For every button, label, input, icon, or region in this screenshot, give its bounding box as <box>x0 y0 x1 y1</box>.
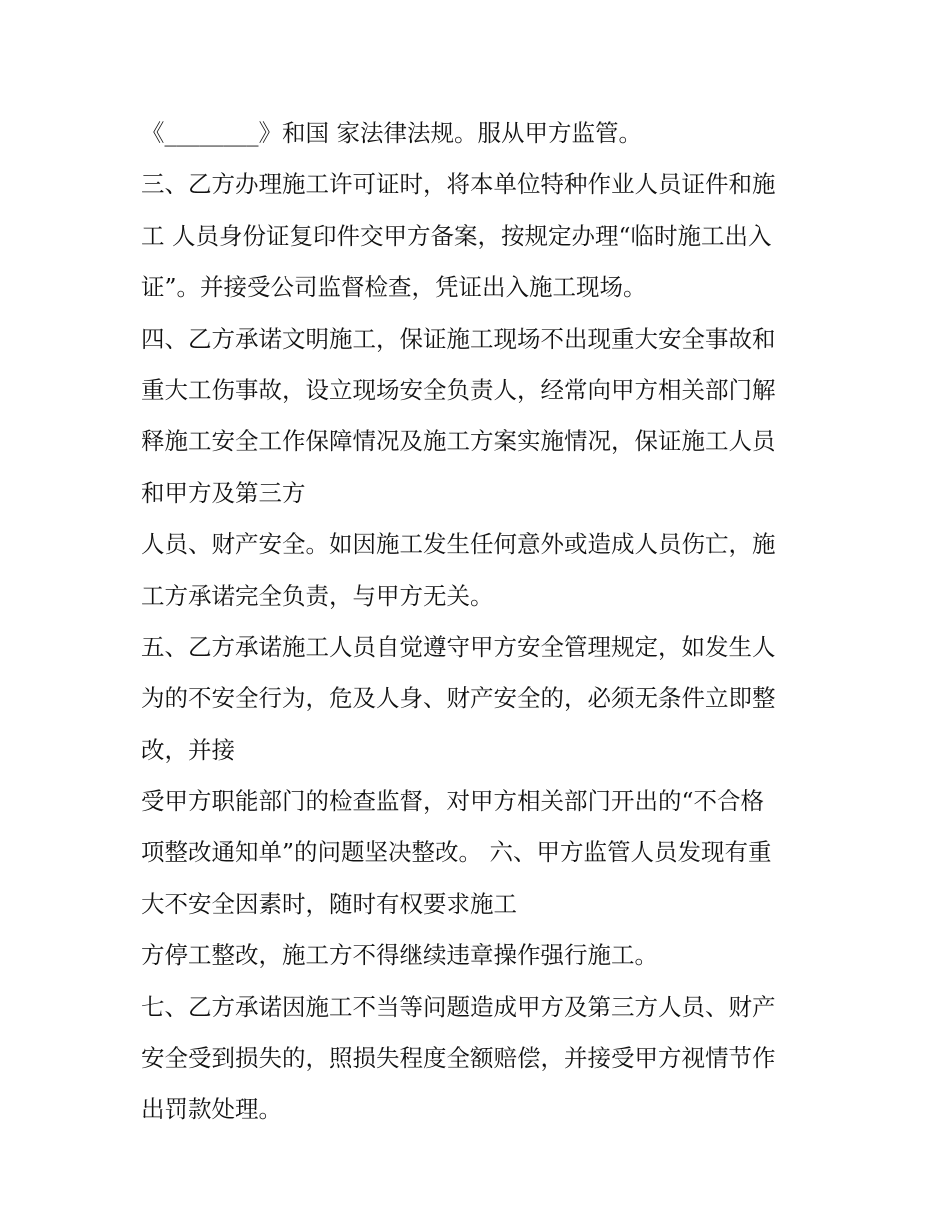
text-line: 项整改通知单”的问题坚决整改。 六、甲方监管人员发现有重 <box>141 838 772 867</box>
text-line: 方停工整改，施工方不得继续违章操作强行施工。 <box>141 941 658 970</box>
text-line: 七、乙方承诺因施工不当等问题造成甲方及第三方人员、财产 <box>141 992 776 1021</box>
text-line: 证”。并接受公司监督检查，凭证出入施工现场。 <box>141 273 647 302</box>
text-line: 安全受到损失的，照损失程度全额赔偿，并接受甲方视情节作 <box>141 1044 776 1073</box>
text-line: 《________》和国 家法律法规。服从甲方监管。 <box>141 119 642 147</box>
text-line: 工 人员身份证复印件交甲方备案，按规定办理“临时施工出入 <box>141 221 772 250</box>
text-line: 三、乙方办理施工许可证时，将本单位特种作业人员证件和施 <box>141 170 776 199</box>
text-line: 人员、财产安全。如因施工发生任何意外或造成人员伤亡，施 <box>141 530 776 559</box>
text-line: 释施工安全工作保障情况及施工方案实施情况，保证施工人员 <box>141 427 776 456</box>
text-line: 出罚款处理。 <box>141 1095 282 1124</box>
text-line: 工方承诺完全负责，与甲方无关。 <box>141 581 494 610</box>
text-line: 大不安全因素时，随时有权要求施工 <box>141 889 517 918</box>
text-line: 和甲方及第三方 <box>141 478 306 507</box>
text-line: 四、乙方承诺文明施工，保证施工现场不出现重大安全事故和 <box>141 324 776 353</box>
text-line: 改，并接 <box>141 735 235 764</box>
text-line: 受甲方职能部门的检查监督，对甲方相关部门开出的“不合格 <box>141 787 765 816</box>
text-line: 为的不安全行为，危及人身、财产安全的，必须无条件立即整 <box>141 684 776 713</box>
document-body <box>141 108 831 1136</box>
text-line: 五、乙方承诺施工人员自觉遵守甲方安全管理规定，如发生人 <box>141 632 776 661</box>
text-line: 重大工伤事故，设立现场安全负责人，经常向甲方相关部门解 <box>141 375 776 404</box>
